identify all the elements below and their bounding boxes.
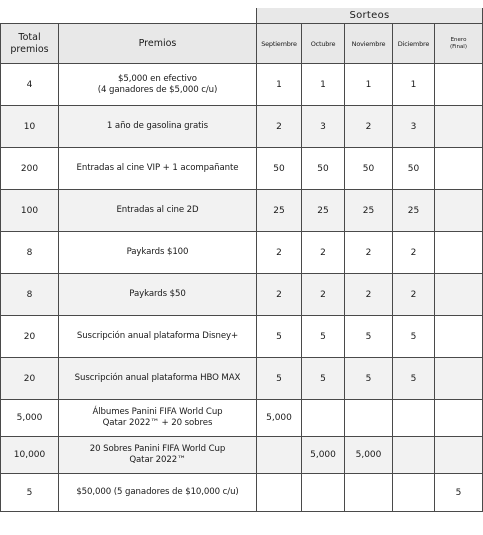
- cell-noviembre: 2: [345, 274, 393, 316]
- cell-total: 20: [1, 358, 59, 400]
- total-premios-line1: Total: [18, 31, 41, 43]
- cell-premio: [59, 148, 257, 190]
- cell-diciembre: 25: [393, 190, 435, 232]
- cell-diciembre: 3: [393, 106, 435, 148]
- cell-octubre: [302, 474, 345, 512]
- premio-line1: Entradas al cine VIP + 1 acompañante: [76, 163, 239, 173]
- premio-line1: $50,000 (5 ganadores de $10,000 c/u): [76, 487, 239, 497]
- cell-enero: [435, 316, 483, 358]
- cell-enero: [435, 148, 483, 190]
- cell-septiembre: 2: [257, 274, 302, 316]
- cell-total: 5,000: [1, 400, 59, 437]
- column-header-row: [1, 24, 483, 64]
- cell-noviembre: 2: [345, 106, 393, 148]
- enero-line2: (Final): [450, 43, 467, 50]
- table-row: [1, 437, 483, 474]
- cell-octubre: 5: [302, 358, 345, 400]
- cell-total: 200: [1, 148, 59, 190]
- cell-premio: [59, 358, 257, 400]
- cell-septiembre: 2: [257, 232, 302, 274]
- cell-octubre: 2: [302, 232, 345, 274]
- cell-diciembre: [393, 474, 435, 512]
- cell-diciembre: 2: [393, 274, 435, 316]
- table-row: [1, 474, 483, 512]
- enero-line1: Enero: [450, 36, 467, 43]
- premio-line1: Entradas al cine 2D: [116, 205, 199, 215]
- cell-diciembre: 5: [393, 316, 435, 358]
- cell-septiembre: 25: [257, 190, 302, 232]
- cell-octubre: 3: [302, 106, 345, 148]
- cell-septiembre: 5,000: [257, 400, 302, 437]
- premio-line1: Paykards $100: [126, 247, 189, 257]
- cell-premio: [59, 64, 257, 106]
- cell-diciembre: [393, 400, 435, 437]
- cell-premio: [59, 274, 257, 316]
- cell-octubre: 5: [302, 316, 345, 358]
- cell-premio: [59, 437, 257, 474]
- premio-line1: 1 año de gasolina gratis: [106, 121, 209, 131]
- premio-line1: 20 Sobres Panini FIFA World Cup: [89, 444, 226, 454]
- cell-premio: [59, 316, 257, 358]
- cell-enero: [435, 400, 483, 437]
- cell-enero: [435, 106, 483, 148]
- premio-line2: Qatar 2022™ + 20 sobres: [102, 418, 213, 428]
- cell-total: 10: [1, 106, 59, 148]
- premio-line1: Suscripción anual plataforma Disney+: [76, 331, 239, 341]
- cell-noviembre: 5: [345, 358, 393, 400]
- cell-enero: [435, 190, 483, 232]
- cell-enero: [435, 232, 483, 274]
- cell-septiembre: 2: [257, 106, 302, 148]
- cell-septiembre: 50: [257, 148, 302, 190]
- premio-line2: (4 ganadores de $5,000 c/u): [97, 84, 218, 95]
- cell-octubre: 5,000: [302, 437, 345, 474]
- cell-diciembre: 1: [393, 64, 435, 106]
- cell-total: 10,000: [1, 437, 59, 474]
- cell-enero: [435, 437, 483, 474]
- header-spacer: [1, 8, 257, 24]
- cell-total: 4: [1, 64, 59, 106]
- cell-premio: [59, 400, 257, 437]
- cell-noviembre: 25: [345, 190, 393, 232]
- prize-rows: [1, 64, 483, 512]
- total-premios-header: [1, 24, 59, 64]
- month-header-noviembre: Noviembre: [345, 24, 393, 64]
- cell-octubre: 50: [302, 148, 345, 190]
- table-row: [1, 274, 483, 316]
- cell-noviembre: 1: [345, 64, 393, 106]
- cell-premio: [59, 106, 257, 148]
- cell-premio: [59, 474, 257, 512]
- month-header-enero: [435, 24, 483, 64]
- table-row: [1, 400, 483, 437]
- cell-septiembre: 5: [257, 316, 302, 358]
- premio-line1: Suscripción anual plataforma HBO MAX: [74, 373, 241, 383]
- cell-premio: [59, 232, 257, 274]
- month-header-diciembre: Diciembre: [393, 24, 435, 64]
- premio-line2: Qatar 2022™: [129, 455, 186, 465]
- table-row: [1, 316, 483, 358]
- sorteos-header-row: [1, 8, 483, 24]
- premio-line1: Paykards $50: [129, 289, 186, 299]
- cell-diciembre: [393, 437, 435, 474]
- cell-noviembre: [345, 400, 393, 437]
- cell-total: 100: [1, 190, 59, 232]
- total-premios-line2: premios: [10, 43, 49, 55]
- cell-noviembre: [345, 474, 393, 512]
- cell-total: 5: [1, 474, 59, 512]
- cell-total: 8: [1, 232, 59, 274]
- premio-line1: Álbumes Panini FIFA World Cup: [92, 407, 223, 417]
- cell-premio: [59, 190, 257, 232]
- cell-diciembre: 50: [393, 148, 435, 190]
- premios-header: Premios: [59, 24, 257, 64]
- table-row: [1, 148, 483, 190]
- cell-diciembre: 5: [393, 358, 435, 400]
- month-header-octubre: Octubre: [302, 24, 345, 64]
- cell-enero: [435, 274, 483, 316]
- cell-noviembre: 5: [345, 316, 393, 358]
- cell-enero: [435, 64, 483, 106]
- cell-total: 20: [1, 316, 59, 358]
- cell-octubre: 25: [302, 190, 345, 232]
- sorteos-header: Sorteos: [257, 8, 483, 24]
- cell-noviembre: 5,000: [345, 437, 393, 474]
- month-header-septiembre: Septiembre: [257, 24, 302, 64]
- table-row: [1, 64, 483, 106]
- cell-diciembre: 2: [393, 232, 435, 274]
- cell-noviembre: 50: [345, 148, 393, 190]
- cell-septiembre: 1: [257, 64, 302, 106]
- cell-octubre: 1: [302, 64, 345, 106]
- table-row: [1, 190, 483, 232]
- cell-septiembre: 5: [257, 358, 302, 400]
- cell-enero: 5: [435, 474, 483, 512]
- cell-total: 8: [1, 274, 59, 316]
- prize-table: [0, 8, 483, 512]
- cell-enero: [435, 358, 483, 400]
- cell-octubre: [302, 400, 345, 437]
- cell-septiembre: [257, 437, 302, 474]
- table-row: [1, 358, 483, 400]
- table-row: [1, 232, 483, 274]
- cell-octubre: 2: [302, 274, 345, 316]
- premio-line1: $5,000 en efectivo: [118, 73, 197, 84]
- table-row: [1, 106, 483, 148]
- cell-septiembre: [257, 474, 302, 512]
- cell-noviembre: 2: [345, 232, 393, 274]
